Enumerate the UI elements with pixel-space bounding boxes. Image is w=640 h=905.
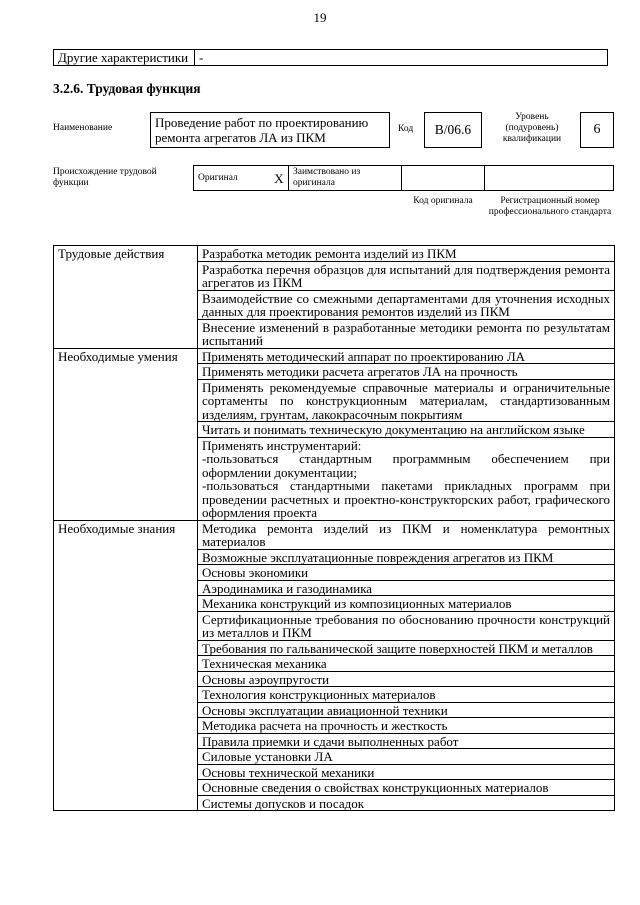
original-code-cell	[402, 166, 485, 191]
labor-actions-row	[54, 246, 615, 262]
labor-function-table	[53, 245, 615, 811]
other-characteristics-label: Другие характеристики	[54, 50, 195, 66]
labor-actions-item: Внесение изменений в разработанные методики ремонта по результатам испытаний	[198, 319, 615, 348]
qualification-level-label: Уровень (подуровень) квалификации	[502, 112, 562, 144]
required-knowledge-item: Основы технической механики	[198, 764, 615, 780]
function-name: Проведение работ по проектированию ремонта агрегатов ЛА из ПКМ	[150, 112, 390, 148]
required-knowledge-item: Технология конструкционных материалов	[198, 687, 615, 703]
original-mark: X	[270, 166, 289, 191]
origin-table	[193, 165, 614, 191]
other-characteristics-value: -	[195, 50, 608, 66]
required-skills-title: Необходимые умения	[54, 348, 198, 520]
labor-actions-item: Разработка методик ремонта изделий из ПКМ	[198, 246, 615, 262]
required-skills-item: Применять методический аппарат по проектированию ЛА	[198, 348, 615, 364]
required-skills-item: Применять методики расчета агрегатов ЛА на прочность	[198, 364, 615, 380]
section-title: 3.2.6. Трудовая функция	[53, 81, 201, 96]
qualification-level-value: 6	[580, 112, 614, 148]
registration-number-cell	[485, 166, 614, 191]
code-value: В/06.6	[424, 112, 482, 148]
required-knowledge-item: Основные сведения о свойствах конструкционных материалов	[198, 780, 615, 796]
borrowed-label: Заимствовано из оригинала	[289, 166, 402, 191]
name-label: Наименование	[53, 123, 113, 133]
required-knowledge-item: Техническая механика	[198, 656, 615, 672]
required-knowledge-item: Требования по гальванической защите поверхностей ПКМ и металлов	[198, 640, 615, 656]
required-skills-item: Применять инструментарий: -пользоваться стандартным программным обеспечением при оформлении документации; -пользоваться стандартными пакетами прикладных программ при проведении расчетных и проектно-конструкторских работ, графического оформления проекта	[198, 437, 615, 520]
required-knowledge-item: Методика расчета на прочность и жесткость	[198, 718, 615, 734]
code-label: Код	[398, 124, 414, 134]
required-skills-item: Читать и понимать техническую документацию на английском языке	[198, 422, 615, 438]
required-knowledge-row	[54, 520, 615, 549]
required-knowledge-item: Основы аэроупругости	[198, 671, 615, 687]
origin-label: Происхождение трудовой функции	[53, 167, 157, 188]
original-code-label: Код оригинала	[413, 196, 473, 206]
original-label: Оригинал	[194, 166, 271, 191]
labor-actions-title: Трудовые действия	[54, 246, 198, 349]
required-knowledge-item: Системы допусков и посадок	[198, 795, 615, 811]
required-knowledge-item: Возможные эксплуатационные повреждения агрегатов из ПКМ	[198, 549, 615, 565]
labor-actions-item: Разработка перечня образцов для испытаний для подтверждения ремонта агрегатов из ПКМ	[198, 261, 615, 290]
required-knowledge-item: Механика конструкций из композиционных материалов	[198, 596, 615, 612]
required-knowledge-item: Правила приемки и сдачи выполненных работ	[198, 733, 615, 749]
page-number: 19	[313, 10, 327, 25]
required-knowledge-item: Основы экономики	[198, 565, 615, 581]
required-knowledge-title: Необходимые знания	[54, 520, 198, 811]
required-knowledge-item: Основы эксплуатации авиационной техники	[198, 702, 615, 718]
other-characteristics-table	[53, 49, 608, 66]
required-knowledge-item: Сертификационные требования по обоснованию прочности конструкций из металлов и ПКМ	[198, 611, 615, 640]
registration-number-label: Регистрационный номер профессионального стандарта	[488, 196, 612, 217]
required-skills-item: Применять рекомендуемые справочные материалы и ограничительные сортаменты по конструкционным материалам, стандартизованным изделиям, грунтам, лакокрасочным покрытиям	[198, 379, 615, 422]
labor-function-table-body	[54, 246, 615, 811]
required-knowledge-item: Методика ремонта изделий из ПКМ и номенклатура ремонтных материалов	[198, 520, 615, 549]
required-skills-row	[54, 348, 615, 364]
required-knowledge-item: Аэродинамика и газодинамика	[198, 580, 615, 596]
required-knowledge-item: Силовые установки ЛА	[198, 749, 615, 765]
labor-actions-item: Взаимодействие со смежными департаментами для уточнения исходных данных для проектирования ремонтов изделий из ПКМ	[198, 290, 615, 319]
